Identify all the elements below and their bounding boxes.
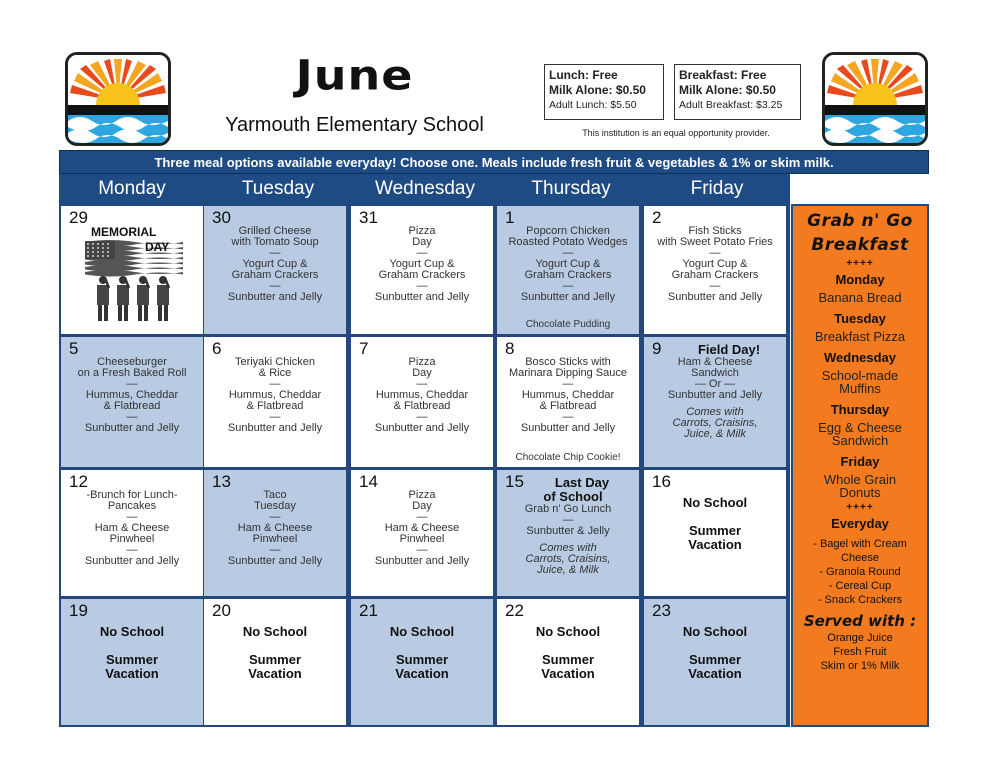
menu-line: Pizza <box>408 356 436 368</box>
menu-line: — Or — <box>694 378 736 390</box>
menu-note: Carrots, Craisins, <box>525 553 611 565</box>
vacation-label: Summer <box>541 652 595 667</box>
day-heading: of School <box>543 489 603 504</box>
menu-line: Cheeseburger <box>97 356 167 368</box>
menu-divider: — <box>126 411 138 423</box>
menu-line: Sunbutter and Jelly <box>374 555 470 567</box>
menu-divider: — <box>269 511 281 523</box>
menu-divider: — <box>416 247 428 259</box>
vacation-label: Vacation <box>688 666 742 681</box>
sidebar-served-item: Orange Juice <box>827 632 893 644</box>
memorial-text: DAY <box>145 240 170 254</box>
day-number: 2 <box>652 208 662 227</box>
vacation-label: Vacation <box>688 537 742 552</box>
sidebar-day: Wednesday <box>823 350 896 365</box>
menu-line: Roasted Potato Wedges <box>508 236 628 248</box>
menu-line: Tuesday <box>254 500 296 512</box>
no-school-label: No School <box>242 624 308 639</box>
menu-line: & Flatbread <box>103 400 161 412</box>
calendar-day-cell <box>204 337 346 467</box>
calendar-day-cell <box>204 206 346 334</box>
calendar-day-cell <box>497 337 639 467</box>
menu-line: Sunbutter and Jelly <box>227 422 323 434</box>
weekday-tuesday: Tuesday <box>241 178 315 199</box>
lunch-price-box <box>544 64 664 120</box>
menu-divider: — <box>269 247 281 259</box>
menu-divider: — <box>269 378 281 390</box>
menu-note: Comes with <box>686 406 744 418</box>
menu-line: Bosco Sticks with <box>525 356 611 368</box>
weekday-monday: Monday <box>98 178 166 199</box>
menu-line: Hummus, Cheddar <box>375 389 469 401</box>
calendar-day-cell <box>204 470 346 596</box>
sidebar-item: Banana Bread <box>818 290 902 305</box>
day-number: 13 <box>212 472 231 491</box>
menu-line: Taco <box>263 489 287 501</box>
no-school-label: No School <box>682 624 748 639</box>
weekday-header <box>59 174 790 204</box>
menu-divider: — <box>416 280 428 292</box>
menu-line: on a Fresh Baked Roll <box>77 367 187 379</box>
equal-opportunity-note: This institution is an equal opportunity provider. <box>582 128 770 138</box>
menu-note: Carrots, Craisins, <box>672 417 758 429</box>
menu-line: Pizza <box>408 225 436 237</box>
menu-divider: — <box>416 544 428 556</box>
day-menu <box>351 226 493 303</box>
calendar-day-cell <box>61 206 203 334</box>
menu-line: Pizza <box>408 489 436 501</box>
menu-line: Sunbutter and Jelly <box>520 422 616 434</box>
menu-line: Sunbutter and Jelly <box>227 555 323 567</box>
menu-line: Teriyaki Chicken <box>234 356 316 368</box>
day-menu <box>351 490 493 567</box>
vacation-label: Vacation <box>541 666 595 681</box>
day-menu <box>497 476 639 576</box>
sidebar-item: School-made Muffins <box>821 368 899 396</box>
dessert-note: Chocolate Pudding <box>525 319 611 330</box>
menu-line: Graham Crackers <box>231 269 319 281</box>
no-school-label: No School <box>682 495 748 510</box>
sidebar-title-line2: Breakfast <box>811 235 909 255</box>
sidebar-divider: ++++ <box>846 258 874 269</box>
calendar-day-cell <box>351 470 493 596</box>
calendar-day-cell <box>644 337 786 467</box>
sidebar-item: Whole Grain Donuts <box>823 472 897 500</box>
calendar-day-cell <box>497 206 639 334</box>
menu-divider: — <box>126 544 138 556</box>
menu-divider: — <box>269 411 281 423</box>
vacation-label: Summer <box>395 652 449 667</box>
day-menu <box>644 343 786 440</box>
menu-line: Grab n' Go Lunch <box>524 503 612 515</box>
adult-lunch-price: Adult Lunch: $5.50 <box>549 99 637 111</box>
day-number: 1 <box>505 208 515 227</box>
sidebar-divider: ++++ <box>846 502 874 513</box>
calendar-day-cell <box>644 599 786 725</box>
lunch-milk-price: Milk Alone: $0.50 <box>549 83 646 97</box>
day-menu <box>61 357 203 434</box>
day-menu <box>204 226 346 303</box>
menu-line: & Rice <box>258 367 292 379</box>
menu-line: Marinara Dipping Sauce <box>508 367 627 379</box>
menu-divider: — <box>416 411 428 423</box>
breakfast-milk-price: Milk Alone: $0.50 <box>679 83 776 97</box>
menu-line: Ham & Cheese <box>94 522 170 534</box>
menu-line: Grilled Cheese <box>238 225 312 237</box>
sidebar-served-item: Fresh Fruit <box>833 646 887 658</box>
day-menu <box>644 496 786 552</box>
page-title: June <box>295 50 414 100</box>
menu-line: Yogurt Cup & <box>535 258 601 270</box>
day-number: 5 <box>69 339 79 358</box>
no-school-label: No School <box>535 624 601 639</box>
sidebar-everyday-item: Cheese <box>841 552 879 564</box>
menu-line: Pinwheel <box>252 533 298 545</box>
day-menu <box>644 625 786 681</box>
day-number: 20 <box>212 601 231 620</box>
day-menu <box>61 490 203 567</box>
calendar-day-cell <box>351 206 493 334</box>
day-heading: Field Day! <box>697 342 761 357</box>
menu-divider: — <box>562 378 574 390</box>
day-number: 23 <box>652 601 671 620</box>
menu-line: Sunbutter and Jelly <box>374 291 470 303</box>
sidebar-day: Thursday <box>830 402 890 417</box>
calendar-day-cell <box>351 337 493 467</box>
menu-line: & Flatbread <box>246 400 304 412</box>
menu-line: Day <box>412 367 432 379</box>
no-school-label: No School <box>389 624 455 639</box>
sidebar-everyday-item: - Cereal Cup <box>828 580 892 592</box>
menu-line: Day <box>412 500 432 512</box>
day-menu <box>204 625 346 681</box>
menu-line: with Sweet Potato Fries <box>657 236 773 248</box>
menu-line: Pinwheel <box>399 533 445 545</box>
vacation-label: Summer <box>688 652 742 667</box>
menu-line: Sunbutter and Jelly <box>227 291 323 303</box>
vacation-label: Vacation <box>248 666 302 681</box>
day-menu <box>351 625 493 681</box>
calendar-day-cell <box>351 599 493 725</box>
menu-divider: — <box>416 511 428 523</box>
menu-line: Sunbutter and Jelly <box>667 291 763 303</box>
sidebar-everyday-item: - Snack Crackers <box>817 594 903 606</box>
day-number: 15 <box>505 472 524 491</box>
day-menu <box>497 625 639 681</box>
weekday-friday: Friday <box>690 178 744 199</box>
sidebar-day: Friday <box>840 454 880 469</box>
day-number: 30 <box>212 208 231 227</box>
menu-line: Pinwheel <box>109 533 155 545</box>
menu-line: Popcorn Chicken <box>526 225 610 237</box>
calendar-day-cell <box>497 470 639 596</box>
sidebar-day: Tuesday <box>834 311 886 326</box>
menu-divider: — <box>416 378 428 390</box>
memorial-text: MEMORIAL <box>91 225 157 239</box>
grab-n-go-breakfast-panel <box>791 204 929 727</box>
adult-breakfast-price: Adult Breakfast: $3.25 <box>679 99 783 111</box>
sunset-waves-icon <box>68 55 168 143</box>
calendar-grid <box>59 204 790 727</box>
day-menu <box>497 357 639 434</box>
calendar-day-cell <box>61 470 203 596</box>
calendar-day-cell <box>497 599 639 725</box>
menu-note: Juice, & Milk <box>537 564 599 576</box>
vacation-label: Summer <box>248 652 302 667</box>
day-menu <box>644 226 786 303</box>
day-menu <box>61 625 203 681</box>
memorial-day-flag-icon <box>83 216 183 326</box>
menu-line: with Tomato Soup <box>231 236 319 248</box>
dessert-note: Chocolate Chip Cookie! <box>515 452 621 463</box>
menu-line: Hummus, Cheddar <box>228 389 322 401</box>
menu-divider: — <box>126 378 138 390</box>
school-name: Yarmouth Elementary School <box>225 114 484 136</box>
day-menu <box>351 357 493 434</box>
menu-line: Yogurt Cup & <box>682 258 748 270</box>
day-number: 22 <box>505 601 524 620</box>
sunset-waves-icon <box>825 55 925 143</box>
day-number: 6 <box>212 339 222 358</box>
menu-divider: — <box>126 511 138 523</box>
vacation-label: Vacation <box>105 666 159 681</box>
menu-note: Juice, & Milk <box>684 428 746 440</box>
sidebar-everyday-item: - Bagel with Cream <box>813 538 907 550</box>
sidebar-title-line1: Grab n' Go <box>807 211 913 231</box>
menu-line: Pancakes <box>107 500 157 512</box>
weekday-wednesday: Wednesday <box>375 178 475 199</box>
day-menu <box>204 357 346 434</box>
day-number: 14 <box>359 472 378 491</box>
no-school-label: No School <box>99 624 165 639</box>
calendar-day-cell <box>61 337 203 467</box>
weekday-thursday: Thursday <box>531 178 611 199</box>
menu-line: Yogurt Cup & <box>242 258 308 270</box>
menu-divider: — <box>562 411 574 423</box>
menu-line: Hummus, Cheddar <box>521 389 615 401</box>
calendar-day-cell <box>61 599 203 725</box>
vacation-label: Summer <box>105 652 159 667</box>
menu-line: -Brunch for Lunch- <box>86 489 178 501</box>
menu-line: & Flatbread <box>539 400 597 412</box>
menu-line: & Flatbread <box>393 400 451 412</box>
menu-line: Sandwich <box>691 367 739 379</box>
menu-divider: — <box>562 280 574 292</box>
vacation-label: Summer <box>688 523 742 538</box>
menu-line: Day <box>412 236 432 248</box>
menu-line: Sunbutter and Jelly <box>84 555 180 567</box>
day-menu <box>204 490 346 567</box>
menu-line: Sunbutter and Jelly <box>667 389 763 401</box>
day-number: 8 <box>505 339 515 358</box>
day-number: 19 <box>69 601 88 620</box>
school-logo-right <box>822 52 928 146</box>
sidebar-item: Egg & Cheese Sandwich <box>818 420 902 448</box>
menu-note: Comes with <box>539 542 597 554</box>
day-number: 9 <box>652 339 662 358</box>
menu-line: Sunbutter & Jelly <box>526 525 610 537</box>
sidebar-served-item: Skim or 1% Milk <box>820 660 900 672</box>
menu-divider: — <box>562 514 574 526</box>
menu-line: Hummus, Cheddar <box>85 389 179 401</box>
day-number: 29 <box>69 208 88 227</box>
menu-divider: — <box>269 544 281 556</box>
calendar-day-cell <box>644 206 786 334</box>
sidebar-everyday-item: - Granola Round <box>819 566 901 578</box>
menu-line: Ham & Cheese <box>237 522 313 534</box>
sidebar-item: Breakfast Pizza <box>814 329 906 344</box>
menu-divider: — <box>562 247 574 259</box>
menu-line: Fish Sticks <box>688 225 742 237</box>
calendar-day-cell <box>204 599 346 725</box>
menu-divider: — <box>269 280 281 292</box>
lunch-price: Lunch: Free <box>549 68 618 82</box>
menu-line: Graham Crackers <box>671 269 759 281</box>
menu-divider: — <box>709 280 721 292</box>
menu-divider: — <box>709 247 721 259</box>
breakfast-price: Breakfast: Free <box>679 68 767 82</box>
sidebar-everyday-label: Everyday <box>831 516 889 531</box>
breakfast-price-box <box>674 64 801 120</box>
menu-line: Yogurt Cup & <box>389 258 455 270</box>
school-logo-left <box>65 52 171 146</box>
menu-line: Sunbutter and Jelly <box>520 291 616 303</box>
day-number: 7 <box>359 339 369 358</box>
sidebar-day: Monday <box>835 272 885 287</box>
day-menu <box>497 226 639 303</box>
menu-line: Ham & Cheese <box>384 522 460 534</box>
menu-line: Sunbutter and Jelly <box>374 422 470 434</box>
meal-options-banner: Three meal options available everyday! Choose one. Meals include fresh fruit & vegetables & 1% or skim milk. <box>59 150 929 174</box>
day-number: 21 <box>359 601 378 620</box>
day-number: 31 <box>359 208 378 227</box>
menu-line: Graham Crackers <box>524 269 612 281</box>
sidebar-served-with-label: Served with : <box>803 612 917 630</box>
day-heading: Last Day <box>554 475 610 490</box>
menu-line: Ham & Cheese <box>677 356 753 368</box>
day-number: 16 <box>652 472 671 491</box>
menu-line: Sunbutter and Jelly <box>84 422 180 434</box>
day-number: 12 <box>69 472 88 491</box>
calendar-day-cell <box>644 470 786 596</box>
vacation-label: Vacation <box>395 666 449 681</box>
menu-line: Graham Crackers <box>378 269 466 281</box>
